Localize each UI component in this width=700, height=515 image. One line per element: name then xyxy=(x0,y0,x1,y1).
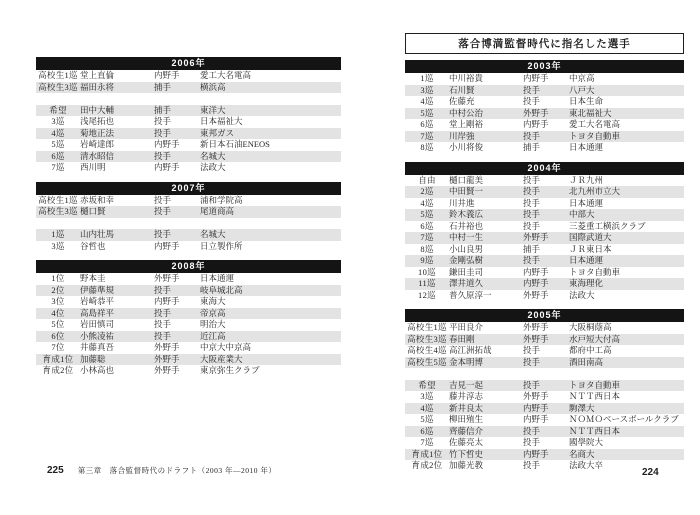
table-row xyxy=(405,131,684,143)
cell-school: 名城大 xyxy=(200,150,226,161)
table-row xyxy=(36,116,341,128)
cell-position: 投手 xyxy=(154,319,172,329)
cell-name: 石川賢 xyxy=(449,84,475,95)
cell-round: 高校生3巡 xyxy=(38,81,78,92)
cell-round: 9巡 xyxy=(420,255,434,265)
cell-round: 5巡 xyxy=(420,107,434,118)
cell-school: 法政大卒 xyxy=(569,460,604,470)
cell-round: 6巡 xyxy=(420,119,434,129)
table-row xyxy=(36,195,341,207)
cell-name: 小川将俊 xyxy=(449,142,484,152)
cell-round: 高校生3巡 xyxy=(38,206,78,216)
table-row xyxy=(405,391,684,403)
cell-name: 田中大輔 xyxy=(80,104,115,115)
table-row xyxy=(405,278,684,290)
cell-name: 清水昭信 xyxy=(80,150,115,161)
cell-name: 川井進 xyxy=(449,197,475,208)
cell-position: 投手 xyxy=(523,84,541,95)
table-row-spacer xyxy=(36,93,341,105)
right-page-number: 224 xyxy=(642,467,659,478)
cell-school: トヨタ自動車 xyxy=(569,130,621,141)
cell-round: 5巡 xyxy=(420,414,434,424)
draft-table xyxy=(36,57,341,174)
table-row xyxy=(405,198,684,210)
cell-round: 希望 xyxy=(49,104,67,115)
cell-school: ＪＲ九州 xyxy=(569,174,604,185)
cell-name: 小熊凌祐 xyxy=(80,330,115,341)
table-row xyxy=(405,334,684,346)
cell-school: 日本通運 xyxy=(569,197,604,208)
cell-position: 外野手 xyxy=(523,232,549,242)
cell-school: ＪＲ東日本 xyxy=(569,243,612,254)
cell-school: 尾道商高 xyxy=(200,206,235,216)
cell-round xyxy=(36,218,80,230)
cell-name: 堂上直倫 xyxy=(80,70,115,80)
cell-position: 投手 xyxy=(523,96,541,106)
cell-school: 北九州市立大 xyxy=(569,186,621,196)
cell-name: 伊藤準規 xyxy=(80,284,115,295)
cell-round: 6巡 xyxy=(420,425,434,436)
draft-table xyxy=(405,60,684,154)
table-year-header: 2006年 xyxy=(36,57,341,70)
cell-round: 育成2位 xyxy=(42,365,74,375)
cell-school: 中京高 xyxy=(569,73,595,83)
cell-position: 捕手 xyxy=(154,81,172,92)
table-row xyxy=(36,308,341,320)
cell-round: 4位 xyxy=(51,307,65,318)
cell-name: 竹下哲史 xyxy=(449,448,484,459)
table-row xyxy=(36,229,341,241)
cell-round: 5位 xyxy=(51,319,65,329)
table-row xyxy=(405,175,684,187)
table-row xyxy=(36,342,341,354)
page-title-box xyxy=(405,33,684,54)
cell-position: 捕手 xyxy=(523,243,541,254)
cell-school xyxy=(200,93,341,105)
cell-round: 12巡 xyxy=(418,289,436,300)
cell-name: 澤井道久 xyxy=(449,278,484,288)
cell-position: 投手 xyxy=(523,379,541,390)
cell-position: 内野手 xyxy=(154,70,180,80)
cell-name: 樋口龍美 xyxy=(449,174,484,185)
table-row xyxy=(36,206,341,218)
table-row xyxy=(36,273,341,285)
cell-position: 捕手 xyxy=(523,142,541,152)
cell-school: 愛工大名電高 xyxy=(569,119,621,129)
cell-school: 近江高 xyxy=(200,330,226,341)
cell-school: 大阪桐蔭高 xyxy=(569,322,612,332)
cell-school: 浦和学院高 xyxy=(200,194,243,205)
table-year-header: 2003年 xyxy=(405,60,684,73)
table-row xyxy=(405,108,684,120)
cell-school: 東京弥生クラブ xyxy=(200,365,260,375)
table-row xyxy=(405,232,684,244)
cell-position: 外野手 xyxy=(523,322,549,332)
cell-name: 中村一生 xyxy=(449,232,484,242)
cell-position: 内野手 xyxy=(154,139,180,149)
cell-school: 名商大 xyxy=(569,448,595,459)
table-row xyxy=(36,82,341,94)
cell-name: 岩崎恭平 xyxy=(80,296,115,306)
cell-name: 平田良介 xyxy=(449,322,484,332)
cell-school: 東北福祉大 xyxy=(569,107,612,118)
cell-school: 酒田南高 xyxy=(569,356,604,367)
cell-round: 3巡 xyxy=(420,391,434,401)
cell-round: 3位 xyxy=(51,296,65,306)
cell-school: 東邦ガス xyxy=(200,127,235,138)
cell-position: 内野手 xyxy=(154,162,180,172)
cell-name: 小山良男 xyxy=(449,243,484,254)
table-row xyxy=(405,414,684,426)
cell-round: 育成1位 xyxy=(42,353,74,364)
cell-name xyxy=(80,218,154,230)
cell-round: 4巡 xyxy=(420,197,434,208)
chapter-title: 第三章 落合監督時代のドラフト（2003 年―2010 年） xyxy=(77,466,277,475)
cell-round: 高校生4巡 xyxy=(407,345,447,355)
cell-position: 投手 xyxy=(154,229,172,239)
cell-name: 福田永将 xyxy=(80,81,115,92)
cell-round: 高校生5巡 xyxy=(407,356,447,367)
cell-position: 投手 xyxy=(523,174,541,185)
table-row xyxy=(36,354,341,366)
cell-school xyxy=(569,368,684,380)
cell-school: 國學院大 xyxy=(569,437,604,447)
cell-position: 投手 xyxy=(523,356,541,367)
cell-school: 水戸短大付高 xyxy=(569,333,621,344)
cell-school: 岐阜城北高 xyxy=(200,284,243,295)
cell-school: 日本福祉大 xyxy=(200,116,243,126)
cell-position: 捕手 xyxy=(154,104,172,115)
cell-position: 投手 xyxy=(154,150,172,161)
draft-table xyxy=(405,162,684,302)
cell-school: 日立製作所 xyxy=(200,240,243,251)
table-row xyxy=(36,331,341,343)
cell-name: 鈴木義広 xyxy=(449,209,484,219)
cell-round: 2巡 xyxy=(420,186,434,196)
cell-school: ＮＴＴ西日本 xyxy=(569,425,621,436)
cell-school: 法政大 xyxy=(569,289,595,300)
cell-round: 希望 xyxy=(418,379,436,390)
cell-name: 金本明博 xyxy=(449,356,484,367)
cell-round: 自由 xyxy=(418,174,436,185)
table-year-header: 2008年 xyxy=(36,260,341,273)
table-row xyxy=(405,119,684,131)
cell-name: 川岸強 xyxy=(449,130,475,141)
cell-school: 明治大 xyxy=(200,319,226,329)
cell-position: 投手 xyxy=(154,127,172,138)
cell-round: 7巡 xyxy=(420,130,434,141)
cell-school xyxy=(200,218,341,230)
cell-position: 投手 xyxy=(523,255,541,265)
cell-position: 投手 xyxy=(523,197,541,208)
cell-name: 春田剛 xyxy=(449,333,475,344)
cell-position: 外野手 xyxy=(523,107,549,118)
table-row xyxy=(36,105,341,117)
cell-name: 中田賢一 xyxy=(449,186,484,196)
cell-school: ＮＯＭＯベースボールクラブ xyxy=(569,414,679,424)
right-page xyxy=(405,0,684,515)
table-row xyxy=(405,403,684,415)
cell-school: 駒澤大 xyxy=(569,402,595,413)
table-row xyxy=(405,380,684,392)
cell-school: 日本通運 xyxy=(200,273,235,283)
table-row xyxy=(405,322,684,334)
cell-position: 内野手 xyxy=(523,414,549,424)
cell-round: 1位 xyxy=(51,273,65,283)
cell-round: 6位 xyxy=(51,330,65,341)
cell-name: 加藤聡 xyxy=(80,353,106,364)
cell-school: トヨタ自動車 xyxy=(569,379,621,390)
table-row xyxy=(405,437,684,449)
table-row xyxy=(405,345,684,357)
table-row xyxy=(405,244,684,256)
cell-round: 高校生1巡 xyxy=(38,70,78,80)
cell-position: 内野手 xyxy=(523,278,549,288)
table-year-header: 2004年 xyxy=(405,162,684,175)
cell-name: 齊藤信介 xyxy=(449,425,484,436)
cell-name: 高島祥平 xyxy=(80,307,115,318)
cell-round: 高校生1巡 xyxy=(38,194,78,205)
cell-position: 外野手 xyxy=(154,365,180,375)
cell-school: 東洋大 xyxy=(200,104,226,115)
cell-position: 投手 xyxy=(523,345,541,355)
cell-position: 内野手 xyxy=(523,119,549,129)
table-row xyxy=(405,255,684,267)
cell-name: 金剛弘樹 xyxy=(449,255,484,265)
cell-school: ＮＴＴ西日本 xyxy=(569,391,621,401)
table-row xyxy=(405,186,684,198)
cell-position: 投手 xyxy=(154,284,172,295)
cell-school: 名城大 xyxy=(200,229,226,239)
cell-position xyxy=(154,93,200,105)
table-year-header: 2007年 xyxy=(36,182,341,195)
right-page-tables xyxy=(405,54,684,472)
cell-name: 鎌田圭司 xyxy=(449,266,484,277)
cell-name: 西川明 xyxy=(80,162,106,172)
table-row-spacer xyxy=(405,368,684,380)
cell-name: 中村公治 xyxy=(449,107,484,118)
table-row xyxy=(36,365,341,377)
table-row xyxy=(405,449,684,461)
page-title: 落合博満監督時代に指名した選手 xyxy=(458,38,631,50)
cell-position: 投手 xyxy=(523,130,541,141)
left-page-number: 225 xyxy=(47,465,64,476)
cell-position: 外野手 xyxy=(523,391,549,401)
cell-position: 投手 xyxy=(154,307,172,318)
cell-school: 横浜高 xyxy=(200,81,226,92)
cell-name: 吉見一起 xyxy=(449,379,484,390)
cell-name: 山内壮馬 xyxy=(80,229,115,239)
cell-school: 中部大 xyxy=(569,209,595,219)
cell-round: 2位 xyxy=(51,284,65,295)
cell-round: 3巡 xyxy=(51,240,65,251)
cell-school: 都府中工高 xyxy=(569,345,612,355)
table-row xyxy=(36,128,341,140)
cell-position: 投手 xyxy=(523,437,541,447)
cell-round: 4巡 xyxy=(420,402,434,413)
cell-position: 投手 xyxy=(154,330,172,341)
cell-position: 内野手 xyxy=(523,402,549,413)
cell-name: 柳田殖生 xyxy=(449,414,484,424)
table-row xyxy=(405,426,684,438)
cell-name: 岩田慎司 xyxy=(80,319,115,329)
table-row xyxy=(405,96,684,108)
cell-name: 中川裕貴 xyxy=(449,73,484,83)
cell-round: 1巡 xyxy=(51,229,65,239)
cell-school: 中京大中京高 xyxy=(200,342,252,352)
cell-round: 6巡 xyxy=(420,220,434,231)
table-year-header: 2005年 xyxy=(405,309,684,322)
cell-round xyxy=(405,368,449,380)
cell-name: 新井良太 xyxy=(449,402,484,413)
cell-school: 八戸大 xyxy=(569,84,595,95)
cell-round: 高校生1巡 xyxy=(407,322,447,332)
cell-round: 4巡 xyxy=(420,96,434,106)
cell-name: 岩崎達郎 xyxy=(80,139,115,149)
cell-school: 日本通運 xyxy=(569,142,604,152)
cell-name: 普久原淳一 xyxy=(449,289,492,300)
table-row xyxy=(405,221,684,233)
draft-table xyxy=(405,309,684,472)
cell-round: 育成1位 xyxy=(411,448,443,459)
cell-school: 東海理化 xyxy=(569,278,604,288)
cell-position: 投手 xyxy=(154,194,172,205)
cell-name: 石井裕也 xyxy=(449,220,484,231)
table-row xyxy=(36,285,341,297)
cell-position: 投手 xyxy=(523,220,541,231)
cell-name: 浅尾拓也 xyxy=(80,116,115,126)
cell-position: 外野手 xyxy=(154,273,180,283)
cell-name: 佐藤亮太 xyxy=(449,437,484,447)
left-page-tables xyxy=(36,0,341,377)
cell-name: 小林高也 xyxy=(80,365,115,375)
cell-round: 7巡 xyxy=(420,437,434,447)
table-row xyxy=(36,70,341,82)
cell-position xyxy=(523,368,569,380)
table-row xyxy=(405,209,684,221)
cell-school: 国際武道大 xyxy=(569,232,612,242)
cell-round xyxy=(36,93,80,105)
cell-round: 7巡 xyxy=(51,162,65,172)
cell-round: 7巡 xyxy=(420,232,434,242)
cell-position: 内野手 xyxy=(523,266,549,277)
cell-round: 8巡 xyxy=(420,243,434,254)
cell-name xyxy=(80,93,154,105)
cell-round: 5巡 xyxy=(51,139,65,149)
table-row xyxy=(405,85,684,97)
table-row xyxy=(36,319,341,331)
cell-name: 谷哲也 xyxy=(80,240,106,251)
cell-position: 投手 xyxy=(523,186,541,196)
cell-name: 佐藤充 xyxy=(449,96,475,106)
cell-round: 1巡 xyxy=(420,73,434,83)
cell-position xyxy=(154,218,200,230)
cell-position: 外野手 xyxy=(154,353,180,364)
cell-round: 4巡 xyxy=(51,127,65,138)
cell-position: 内野手 xyxy=(154,240,180,251)
cell-position: 投手 xyxy=(523,460,541,470)
cell-name: 加藤光教 xyxy=(449,460,484,470)
cell-position: 外野手 xyxy=(523,289,549,300)
cell-position: 投手 xyxy=(154,116,172,126)
left-footer xyxy=(47,465,276,476)
cell-name: 高江洲拓哉 xyxy=(449,345,492,355)
table-row xyxy=(405,142,684,154)
cell-name: 菊地正法 xyxy=(80,127,115,138)
cell-school: 三菱重工横浜クラブ xyxy=(569,220,646,231)
cell-round: 8巡 xyxy=(420,142,434,152)
cell-school: 新日本石油ENEOS xyxy=(200,139,270,149)
table-row xyxy=(36,139,341,151)
table-row-spacer xyxy=(36,218,341,230)
cell-position: 外野手 xyxy=(523,333,549,344)
draft-table xyxy=(36,182,341,253)
table-row xyxy=(36,296,341,308)
cell-school: 大阪産業大 xyxy=(200,353,243,364)
cell-round: 7位 xyxy=(51,342,65,352)
cell-name: 堂上剛裕 xyxy=(449,119,484,129)
cell-position: 外野手 xyxy=(154,342,180,352)
cell-position: 内野手 xyxy=(154,296,180,306)
table-row xyxy=(405,73,684,85)
table-row xyxy=(405,357,684,369)
table-row xyxy=(36,241,341,253)
draft-table xyxy=(36,260,341,377)
cell-position: 投手 xyxy=(523,425,541,436)
cell-round: 3巡 xyxy=(51,116,65,126)
cell-school: 日本生命 xyxy=(569,96,604,106)
cell-name xyxy=(449,368,523,380)
left-page xyxy=(36,0,341,515)
cell-school: 愛工大名電高 xyxy=(200,70,252,80)
cell-position: 投手 xyxy=(523,209,541,219)
cell-position: 投手 xyxy=(154,206,172,216)
cell-name: 井藤真吾 xyxy=(80,342,115,352)
table-row xyxy=(405,290,684,302)
cell-school: 法政大 xyxy=(200,162,226,172)
cell-school: 東海大 xyxy=(200,296,226,306)
cell-round: 5巡 xyxy=(420,209,434,219)
cell-school: 日本通運 xyxy=(569,255,604,265)
cell-round: 6巡 xyxy=(51,150,65,161)
cell-round: 育成2位 xyxy=(411,460,443,470)
cell-name: 樋口賢 xyxy=(80,206,106,216)
cell-round: 3巡 xyxy=(420,84,434,95)
table-row xyxy=(405,267,684,279)
cell-position: 内野手 xyxy=(523,448,549,459)
cell-position: 内野手 xyxy=(523,73,549,83)
cell-round: 高校生3巡 xyxy=(407,333,447,344)
cell-round: 11巡 xyxy=(418,278,436,288)
cell-name: 野本圭 xyxy=(80,273,106,283)
table-row xyxy=(36,151,341,163)
cell-school: 帝京高 xyxy=(200,307,226,318)
cell-name: 藤井淳志 xyxy=(449,391,484,401)
cell-round: 10巡 xyxy=(418,266,436,277)
cell-name: 赤坂和幸 xyxy=(80,194,115,205)
cell-school: トヨタ自動車 xyxy=(569,266,621,277)
table-row xyxy=(36,162,341,174)
